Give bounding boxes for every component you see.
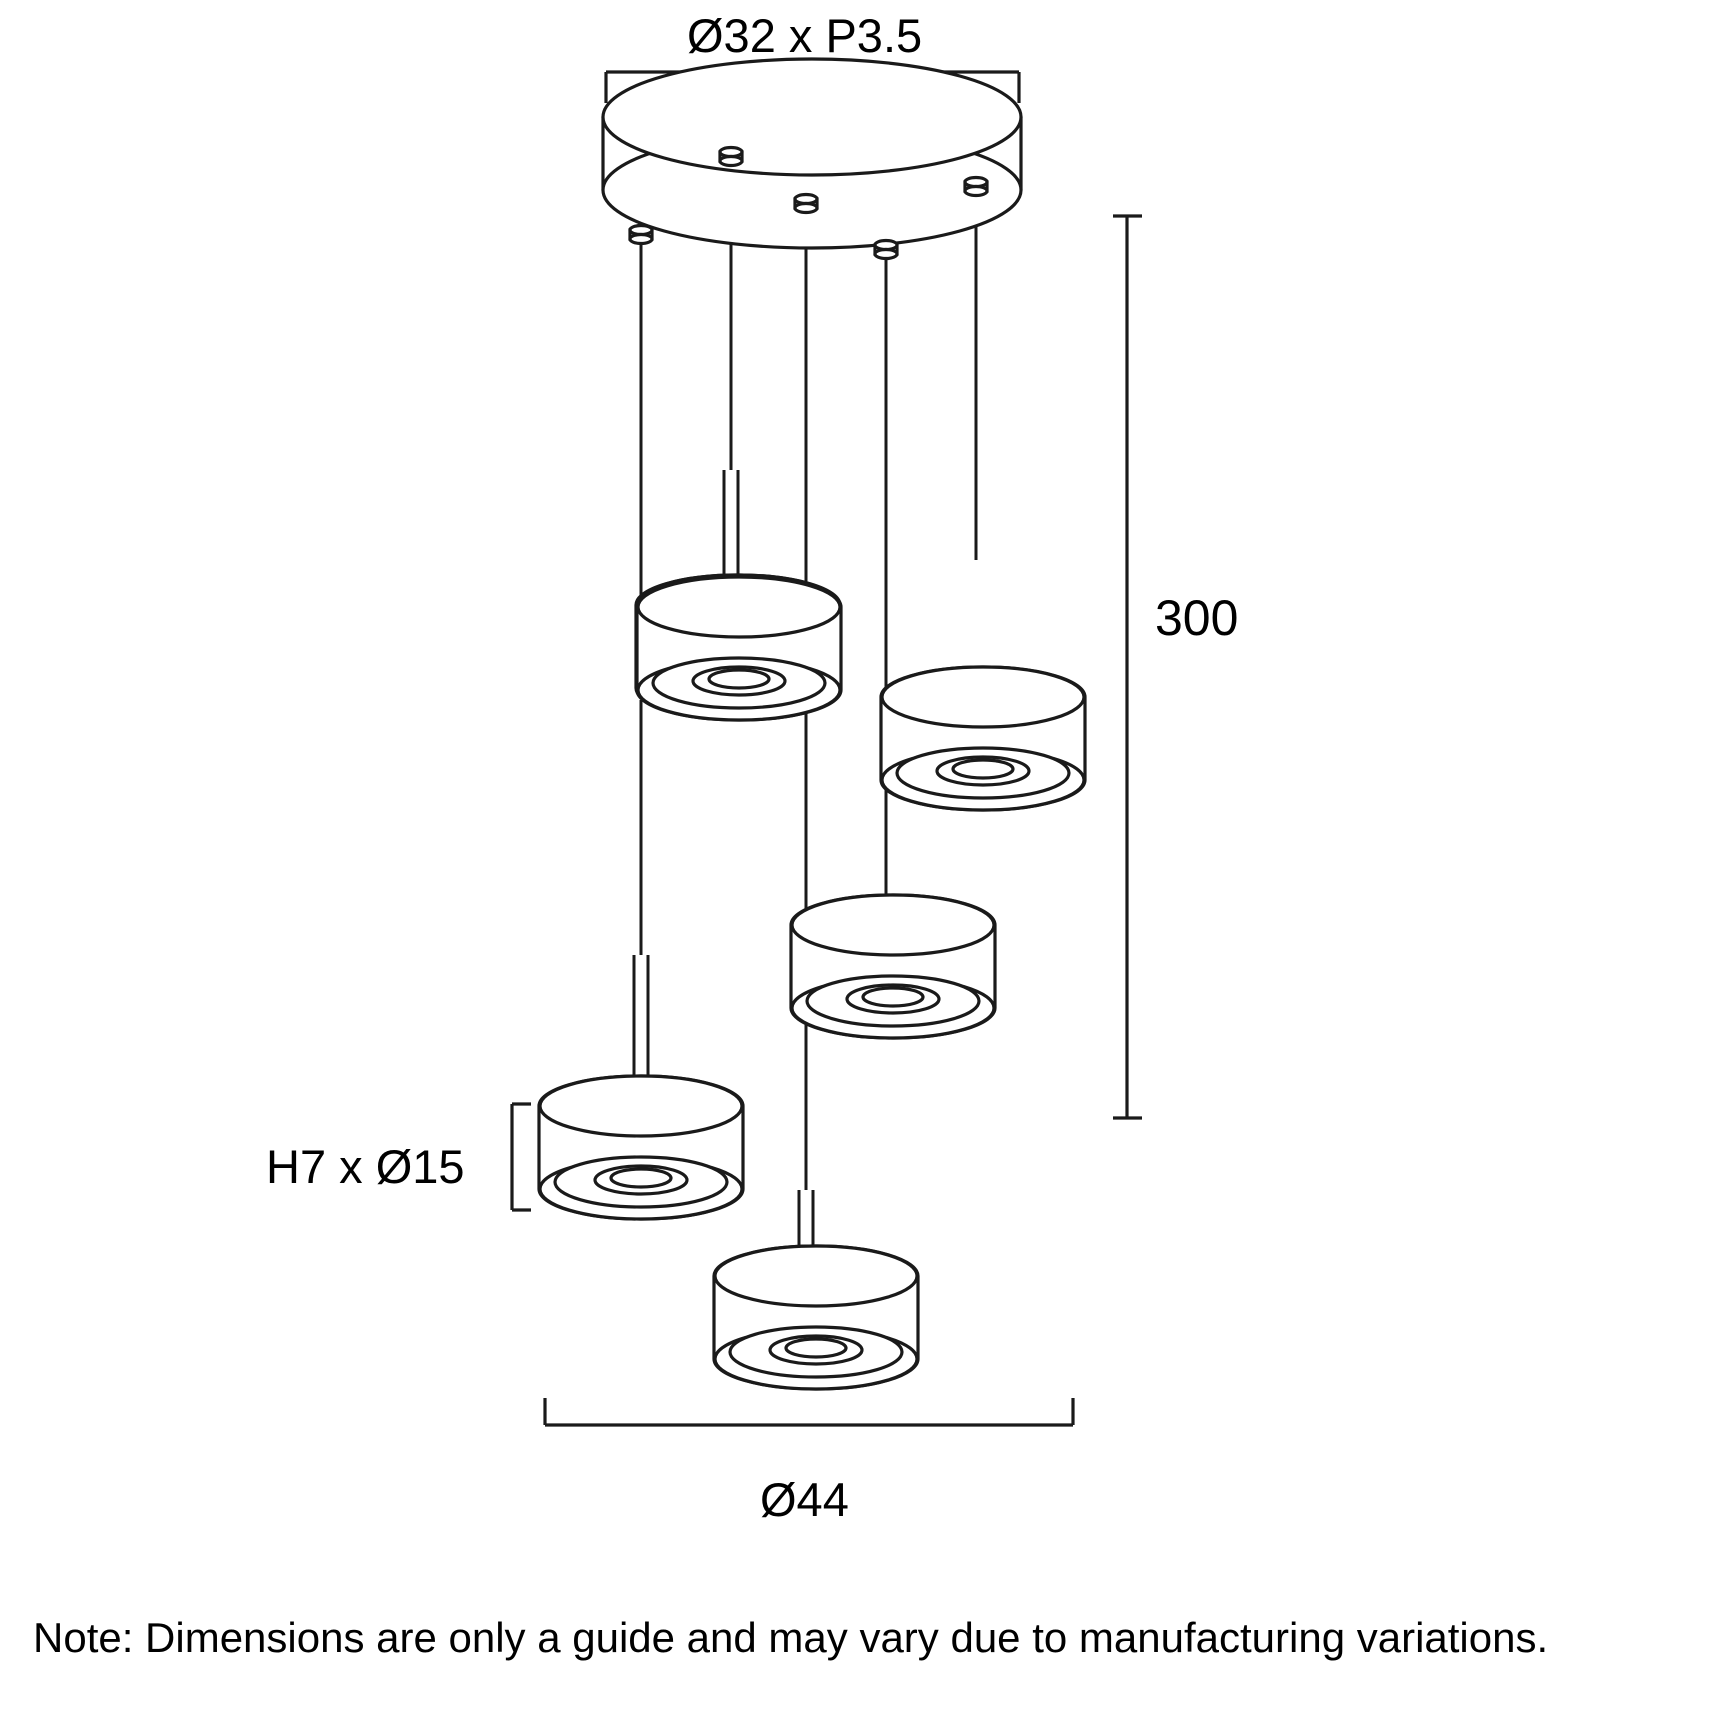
- top-dimension-label: Ø32 x P3.5: [687, 9, 923, 62]
- left-dimension-label: H7 x Ø15: [266, 1140, 465, 1193]
- right-dimension-line: [1113, 216, 1142, 1118]
- pendant-shade-icon: [791, 895, 995, 1038]
- manufacturing-note: Note: Dimensions are only a guide and may vary due to manufacturing variations.: [33, 1614, 1549, 1661]
- left-dimension-bracket: [512, 1104, 531, 1210]
- pendant-shade-icon: [881, 667, 1085, 810]
- bottom-dimension-line: [545, 1398, 1073, 1425]
- bottom-dimension-label: Ø44: [760, 1473, 849, 1526]
- pendant-shade-icon: [539, 955, 743, 1219]
- pendant-shade-icon: [714, 1190, 918, 1389]
- ceiling-canopy-icon: [603, 59, 1021, 248]
- right-dimension-label: 300: [1155, 590, 1239, 646]
